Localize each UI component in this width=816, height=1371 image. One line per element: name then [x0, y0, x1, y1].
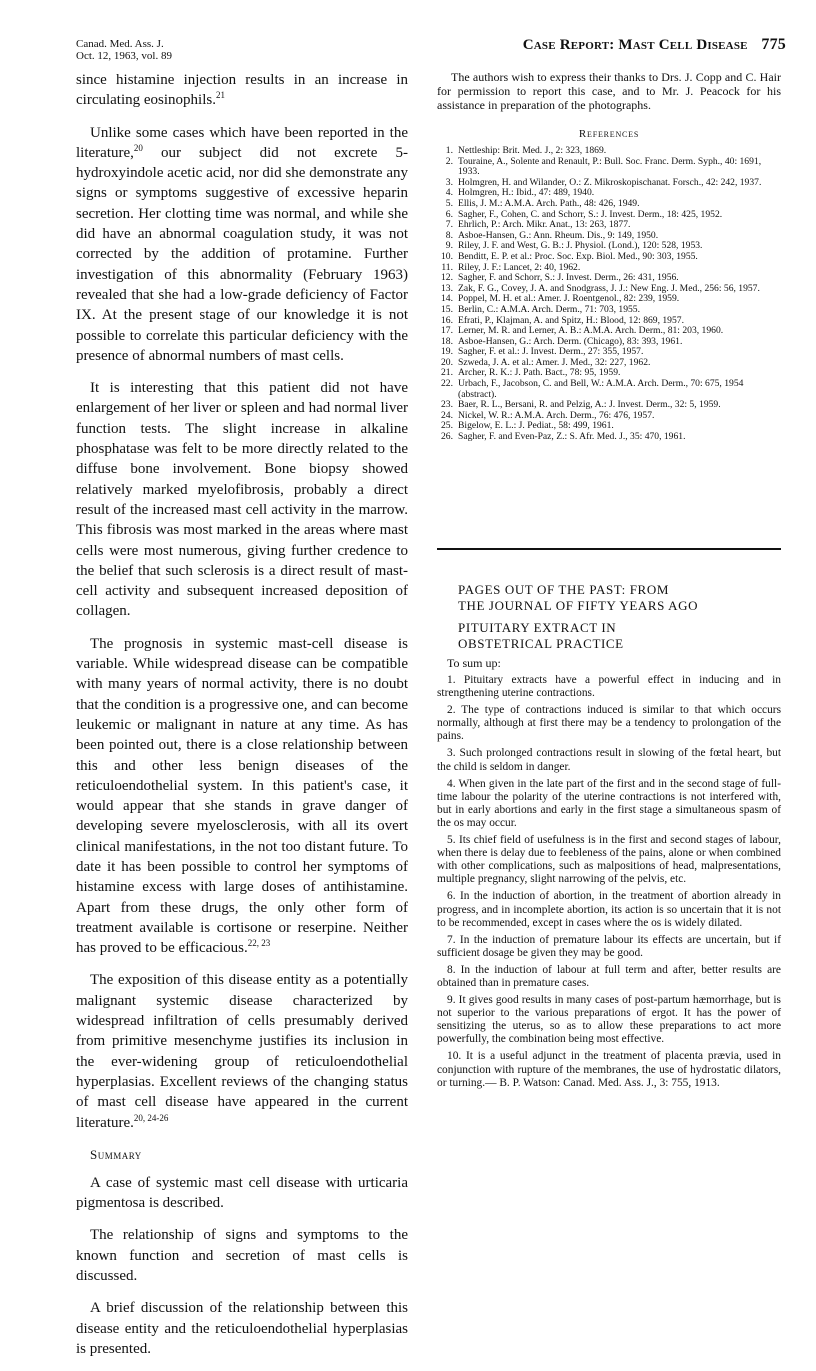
sum-up-item: 10. It is a useful adjunct in the treatment of placenta prævia, used in conjunction with rupture of the membranes, the use of hydrostatic dilators, or turning.— B. P. Watson: Canad. Med. Ass. J., 3: 755, 1913. [437, 1050, 781, 1089]
reference-number: 10. [441, 250, 453, 262]
reference-item [437, 146, 781, 157]
reference-text: Sagher, F. et al.: J. Invest. Derm., 27: 355, 1957. [458, 346, 644, 358]
subtitle-line-2: OBSTETRICAL PRACTICE [458, 636, 624, 651]
paragraph-2-text-b: our subject did not excrete 5-hydroxyindole acetic acid, nor did she demonstrate any signs or symptoms suggestive of excessive heparin secretion. Her clotting time was normal, and while she did have an abnormal coagulation study, it was not corrected by the addition of protamine. Further investigation of this abnormality (February 1963) revealed that she had a low-grade deficiency of Factor IX. At the present stage of our knowledge it is not possible to correlate this particular deficiency with the presence of abnormal numbers of mast cells. [76, 144, 408, 364]
sum-up-item: 9. It gives good results in many cases of post-partum hæmorrhage, but is not superior to the various preparations of ergot. It has the power of sensitizing the uterus, so as to allow these preparations to act more powerfully, the combination being most effective. [437, 994, 781, 1046]
reference-number: 26. [441, 431, 453, 443]
journal-citation [76, 38, 172, 62]
paragraph-2 [76, 123, 408, 367]
reference-text: Holmgren, H. and Wilander, O.: Z. Mikroskopischanat. Forsch., 42: 242, 1937. [458, 176, 762, 188]
reference-number: 25. [441, 420, 453, 432]
summary-paragraph-2: The relationship of signs and symptoms to the known function and secretion of mast cells is discussed. [76, 1227, 408, 1285]
section-divider [437, 548, 781, 550]
paragraph-5-text: The exposition of this disease entity as a potentially malignant systemic disease characterized by widespread infiltration of cells presumably derived from primitive mesenchyme justifies its inclusion in the ever-widening group of reticuloendothelial hyperplasias. Excellent reviews of the changing status of mast cell disease have appeared in the current literature. [76, 972, 408, 1131]
reference-number: 8. [445, 229, 453, 241]
sum-up-item: 7. In the induction of premature labour its effects are uncertain, but if sufficient dosage be given they may be good. [437, 933, 781, 959]
journal-line-2: Oct. 12, 1963, vol. 89 [76, 50, 172, 62]
reference-item [437, 432, 781, 443]
ref-superscript: 20 [133, 142, 143, 153]
reference-item [437, 199, 781, 210]
reference-item [437, 252, 781, 263]
reference-number: 22. [441, 378, 453, 390]
sum-up-item: 2. The type of contractions induced is similar to that which occurs normally, although at first there may be a tendency to prolongation of the pains. [437, 704, 781, 743]
acknowledgement: The authors wish to express their thanks to Drs. J. Copp and C. Hair for permission to report this case, and to Mr. J. Peacock for his assistance in preparation of the photographs. [437, 70, 781, 112]
references-heading: References [578, 128, 640, 140]
ref-superscript: 21 [215, 90, 225, 101]
reference-item [437, 305, 781, 316]
reference-number: 7. [445, 219, 453, 231]
reference-number: 5. [445, 197, 453, 209]
reference-text: Riley, J. F.: Lancet, 2: 40, 1962. [458, 261, 581, 273]
reference-text: Holmgren, H.: Ibid., 47: 489, 1940. [458, 187, 595, 199]
reference-number: 9. [445, 240, 453, 252]
reference-number: 19. [441, 346, 453, 358]
pages-title-line-2: THE JOURNAL OF FIFTY YEARS AGO [458, 598, 699, 613]
reference-text: Szweda, J. A. et al.: Amer. J. Med., 32: 227, 1962. [458, 356, 651, 368]
reference-number: 12. [441, 272, 453, 284]
reference-number: 6. [445, 208, 453, 220]
reference-number: 3. [445, 176, 453, 188]
reference-text: Efrati, P., Klajman, A. and Spitz, H.: Blood, 12: 869, 1957. [458, 314, 684, 326]
sum-up-heading: To sum up: [447, 656, 501, 670]
sum-up-item: 1. Pituitary extracts have a powerful effect in inducing and in strengthening uterine contractions. [437, 674, 781, 700]
reference-text: Sagher, F. and Even-Paz, Z.: S. Afr. Med. J., 35: 470, 1961. [458, 431, 686, 443]
reference-number: 21. [441, 367, 453, 379]
reference-text: Ehrlich, P.: Arch. Mikr. Anat., 13: 263, 1877. [458, 219, 631, 231]
reference-number: 23. [441, 399, 453, 411]
left-column [76, 70, 408, 1371]
paragraph-2-text-a: Unlike some cases which have been reported in the literature, [76, 124, 408, 161]
reference-text: Poppel, M. H. et al.: Amer. J. Roentgenol., 82: 239, 1959. [458, 293, 680, 305]
paragraph-5 [76, 970, 408, 1132]
reference-text: Asboe-Hansen, G.: Ann. Rheum. Dis., 9: 149, 1950. [458, 229, 659, 241]
reference-item [437, 157, 781, 178]
reference-number: 2. [445, 155, 453, 167]
reference-text: Asboe-Hansen, G.: Arch. Derm. (Chicago), 83: 393, 1961. [458, 335, 683, 347]
reference-number: 13. [441, 282, 453, 294]
reference-item [437, 379, 781, 400]
reference-number: 16. [441, 314, 453, 326]
paragraph-4 [76, 634, 408, 959]
sum-up-item: 4. When given in the late part of the first and in the second stage of full-time labour the polarity of the uterine contractions is not interfered with, but in early abortions and early in the first stage a simultaneous spasm of the os may occur. [437, 777, 781, 829]
running-header [523, 36, 786, 54]
reference-text: Zak, F. G., Covey, J. A. and Snodgrass, J. J.: New Eng. J. Med., 256: 56, 1957. [458, 282, 760, 294]
paragraph-1-text: since histamine injection results in an increase in circulating eosinophils. [76, 72, 408, 109]
reference-number: 20. [441, 356, 453, 368]
reference-text: Nettleship: Brit. Med. J., 2: 323, 1869. [458, 145, 607, 156]
sum-up-item: 6. In the induction of abortion, in the treatment of abortion already in progress, and in incomplete abortion, its action is so uncertain that it is not to be recommended, except in cases where the os is widely dilated. [437, 890, 781, 929]
reference-text: Ellis, J. M.: A.M.A. Arch. Path., 48: 426, 1949. [458, 197, 640, 209]
journal-line-1: Canad. Med. Ass. J. [76, 38, 164, 50]
reference-text: Lerner, M. R. and Lerner, A. B.: A.M.A. Arch. Derm., 81: 203, 1960. [458, 325, 724, 337]
reference-text: Touraine, A., Solente and Renault, P.: Bull. Soc. Franc. Derm. Syph., 40: 1691, 1933. [458, 155, 762, 178]
pages-title-line-1: PAGES OUT OF THE PAST: FROM [458, 582, 669, 597]
pages-out-of-past-title [458, 582, 778, 614]
reference-text: Sagher, F. and Schorr, S.: J. Invest. Derm., 26: 431, 1956. [458, 272, 679, 284]
reference-number: 18. [441, 335, 453, 347]
reference-number: 14. [441, 293, 453, 305]
summary-heading: Summary [90, 1146, 142, 1162]
reference-text: Nickel, W. R.: A.M.A. Arch. Derm., 76: 476, 1957. [458, 409, 655, 421]
reference-text: Berlin, C.: A.M.A. Arch. Derm., 71: 703, 1955. [458, 303, 641, 315]
reference-text: Sagher, F., Cohen, C. and Schorr, S.: J. Invest. Derm., 18: 425, 1952. [458, 208, 723, 220]
sum-up-items [437, 674, 781, 1090]
reference-number: 1. [445, 145, 453, 156]
sum-up-item: 8. In the induction of labour at full term and after, better results are obtained than in premature cases. [437, 963, 781, 989]
right-column [437, 70, 781, 443]
reference-text: Urbach, F., Jacobson, C. and Bell, W.: A.M.A. Arch. Derm., 70: 675, 1954 (abstract). [458, 378, 744, 400]
running-title: Case Report: Mast Cell Disease [522, 37, 748, 53]
reference-number: 11. [441, 261, 453, 273]
reference-text: Riley, J. F. and West, G. B.: J. Physiol. (Lond.), 120: 528, 1953. [458, 240, 703, 252]
paragraph-3: It is interesting that this patient did not have enlargement of her liver or spleen and had normal liver function tests. The slight increase in alkaline phosphatase was felt to be more directly related to the diffuse bone involvement. Bone biopsy showed relatively marked myelofibrosis, probably a direct result of the increased mast cell activity in the marrow. This fibrosis was most marked in the areas where mast cells were most numerous, giving further credence to the belief that such sclerosis is a direct result of mast-cell activity and subsequent increased deposition of collagen. [76, 380, 408, 620]
reference-number: 4. [445, 187, 453, 199]
subtitle-line-1: PITUITARY EXTRACT IN [458, 620, 617, 635]
summary-paragraph-3: A brief discussion of the relationship between this disease entity and the reticuloendothelial hyperplasias is presented. [76, 1300, 408, 1357]
article-subtitle [458, 620, 778, 652]
reference-text: Bigelow, E. L.: J. Pediat., 58: 499, 1961. [458, 420, 614, 432]
reference-text: Baer, R. L., Bersani, R. and Pelzig, A.: J. Invest. Derm., 32: 5, 1959. [458, 399, 721, 411]
paragraph-4-text: The prognosis in systemic mast-cell disease is variable. While widespread disease can be compatible with many years of normal activity, there is no doubt that the condition is a progressive one, and can become leukemic or malignant in nature at any time. As has been pointed out, there is a close relationship between this and other less benign diseases of the reticuloendothelial system. In this patient's case, it would appear that she stands in grave danger of developing severe myelosclerosis, with all its overt clinical manifestations, in the not too distant future. To date it has been possible to control her symptoms of histamine excess with large doses of antihistamine. Apart from these drugs, the only other form of treatment available is cortisone or reserpine. Neither has proved to be efficacious. [76, 635, 408, 957]
page-number: 775 [761, 36, 786, 53]
reference-text: Benditt, E. P. et al.: Proc. Soc. Exp. Biol. Med., 90: 303, 1955. [458, 250, 698, 262]
paragraph-1 [76, 70, 408, 111]
sum-up-item: 5. Its chief field of usefulness is in the first and second stages of labour, when there is delay due to feebleness of the pains, alone or when combined with other complications, such as malpositions of head, malpresentations, multiple pregnancy, slight narrowing of the pelvis, etc. [437, 834, 781, 886]
reference-number: 24. [441, 409, 453, 421]
reference-text: Archer, R. K.: J. Path. Bact., 78: 95, 1959. [458, 367, 621, 379]
ref-superscript: 20, 24-26 [133, 1112, 169, 1123]
references-list [437, 146, 781, 443]
reference-number: 15. [441, 303, 453, 315]
sum-up-section [437, 656, 781, 1094]
sum-up-item: 3. Such prolonged contractions result in slowing of the fœtal heart, but the child is seldom in danger. [437, 747, 781, 773]
summary-paragraph-1: A case of systemic mast cell disease with urticaria pigmentosa is described. [76, 1174, 408, 1212]
ref-superscript: 22, 23 [247, 938, 271, 949]
reference-number: 17. [441, 325, 453, 337]
